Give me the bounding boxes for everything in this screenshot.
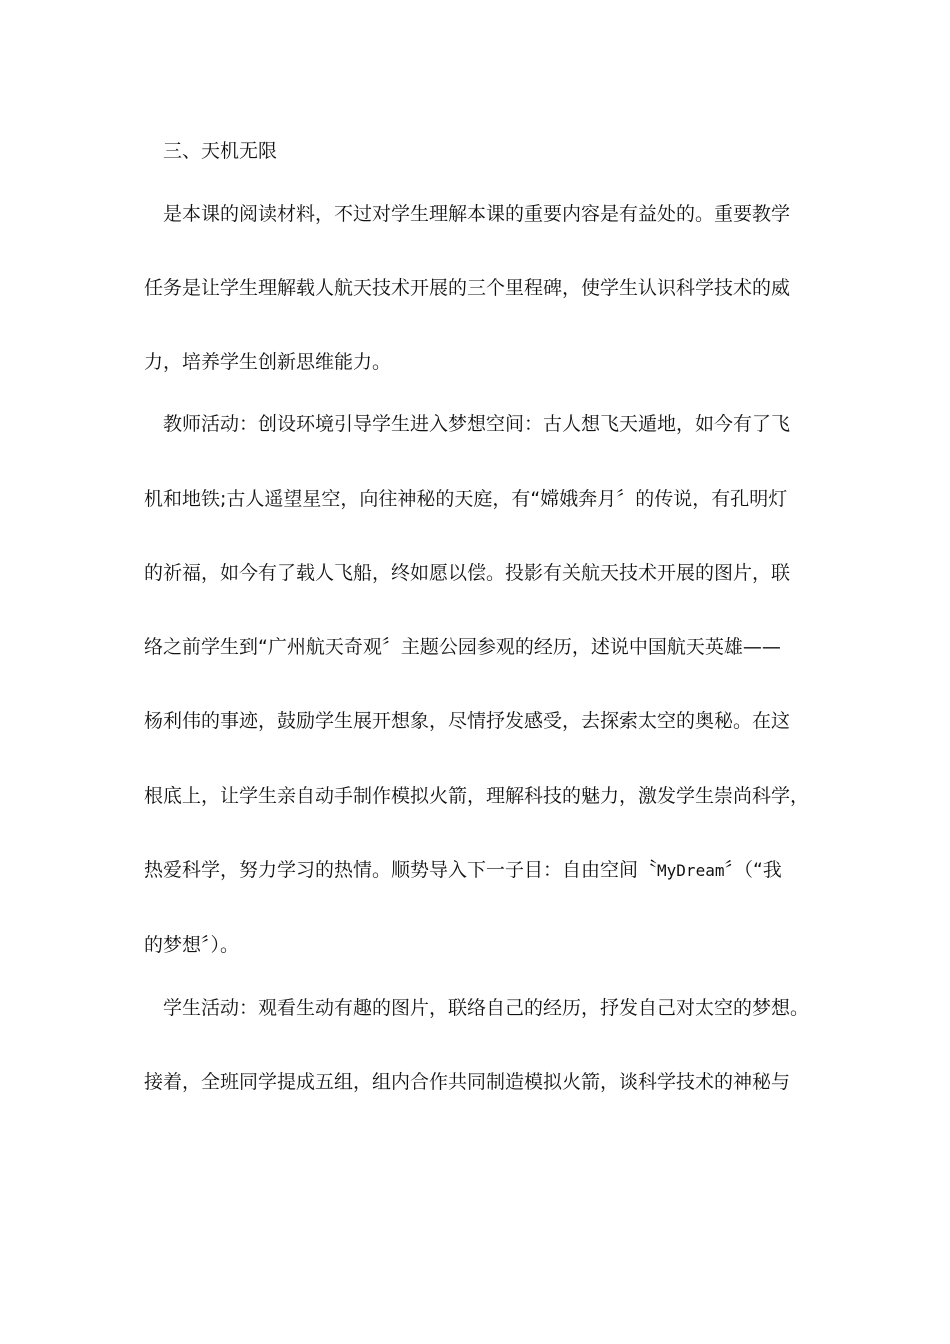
paragraph-1-line-3: 力，培养学生创新思维能力。 xyxy=(144,351,392,373)
paragraph-2-line-8: 的梦想〞）。 xyxy=(144,934,240,956)
paragraph-2-line-3: 的祈福，如今有了载人飞船，终如愿以偿。投影有关航天技术开展的图片，联 xyxy=(144,562,791,584)
paragraph-2-line-7 xyxy=(144,857,782,884)
paragraph-2-line-6: 根底上，让学生亲自动手制作模拟火箭，理解科技的魅力，激发学生崇尚科学， xyxy=(144,785,810,807)
section-heading: 三、天机无限 xyxy=(163,140,278,162)
paragraph-2-line-5: 杨利伟的事迹，鼓励学生展开想象，尽情抒发感受，去探索太空的奥秘。在这 xyxy=(144,710,791,732)
paragraph-3-line-2: 接着，全班同学提成五组，组内合作共同制造模拟火箭，谈科学技术的神秘与 xyxy=(144,1071,791,1093)
paragraph-1-line-2: 任务是让学生理解载人航天技术开展的三个里程碑，使学生认识科学技术的威 xyxy=(144,277,791,299)
paragraph-2-line-1: 教师活动：创设环境引导学生进入梦想空间：古人想飞天遁地，如今有了飞 xyxy=(163,413,791,435)
quote-open: 〝 xyxy=(638,859,658,881)
paragraph-2-line-7-text: 热爱科学，努力学习的热情。顺势导入下一子目：自由空间 xyxy=(144,859,639,881)
quote-close: 〞（“我 xyxy=(724,859,782,881)
paragraph-2-line-2: 机和地铁;古人遥望星空，向往神秘的天庭，有“嫦娥奔月〞的传说，有孔明灯 xyxy=(144,488,788,510)
paragraph-2-line-4: 络之前学生到“广州航天奇观〞主题公园参观的经历，述说中国航天英雄—— xyxy=(144,636,781,658)
paragraph-3-line-1: 学生活动：观看生动有趣的图片，联络自己的经历，抒发自己对太空的梦想。 xyxy=(163,997,810,1019)
english-title: MyDream xyxy=(657,861,725,880)
paragraph-1-line-1: 是本课的阅读材料，不过对学生理解本课的重要内容是有益处的。重要教学 xyxy=(163,203,791,225)
